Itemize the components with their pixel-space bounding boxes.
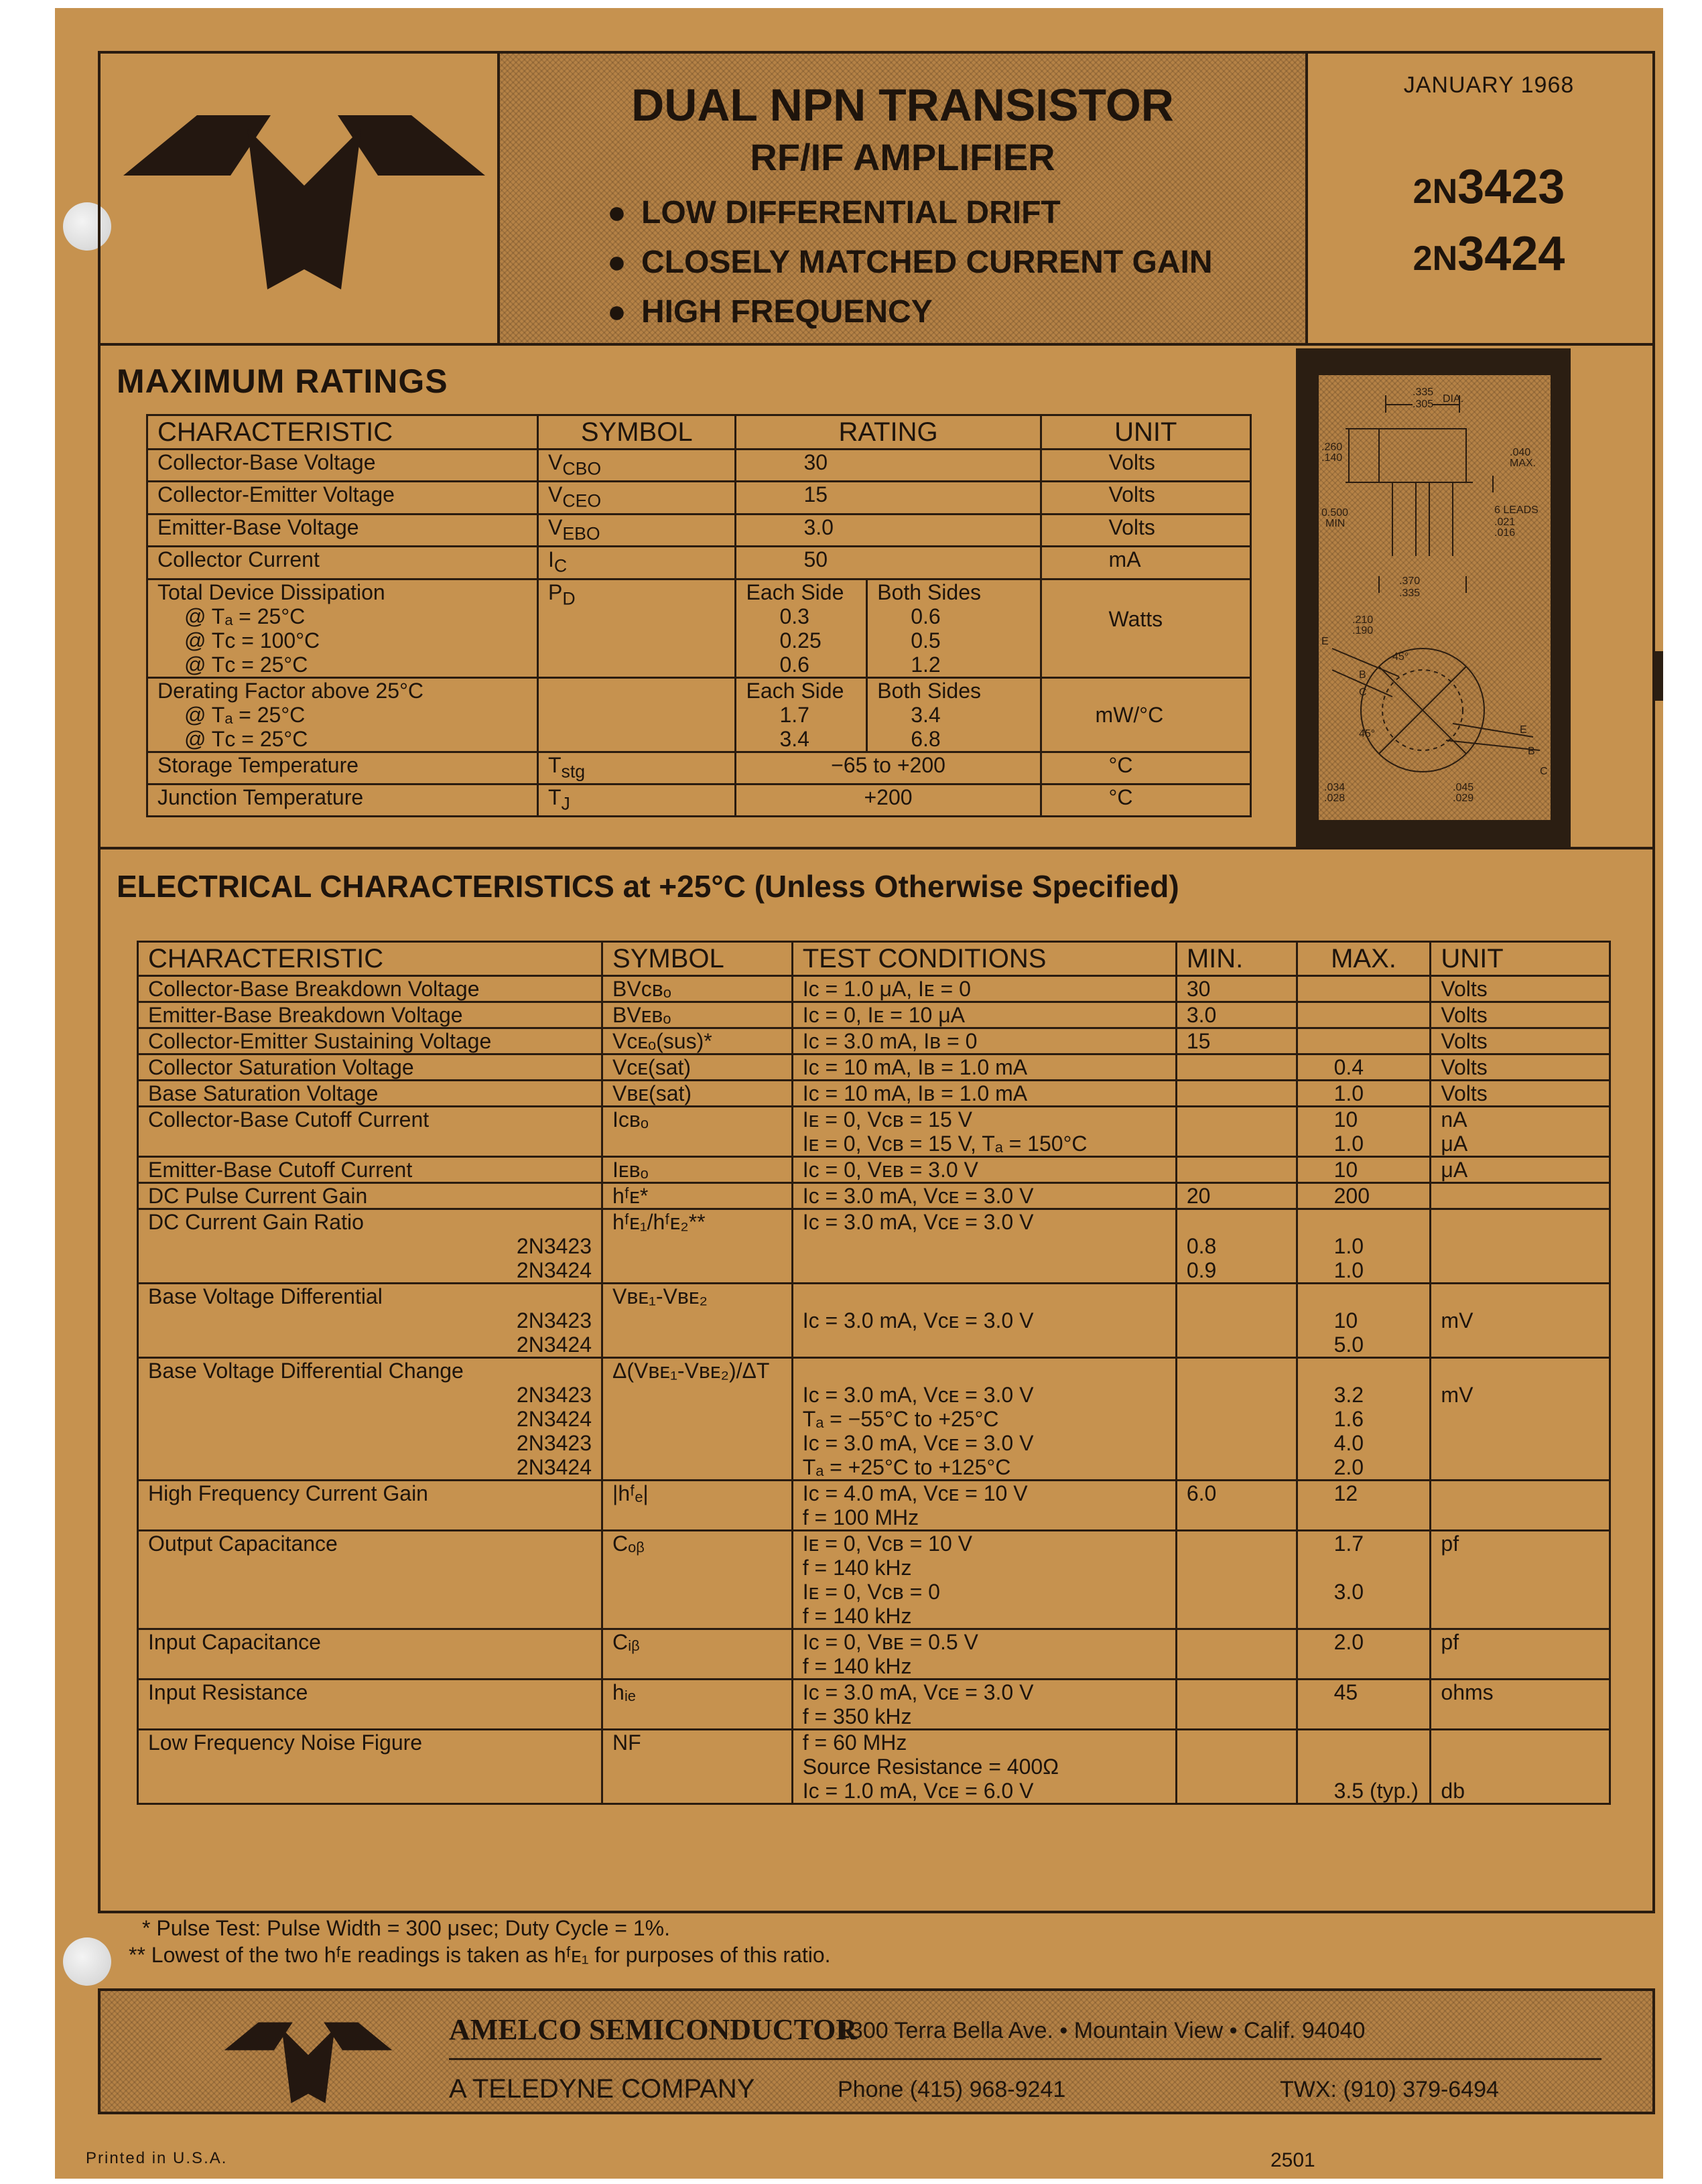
table-row	[138, 1209, 1610, 1284]
footer-panel	[98, 1988, 1655, 2114]
pin-label: B	[1359, 669, 1366, 681]
cell-line: Iᴄ = 10 mA, Iʙ = 1.0 mA	[802, 1081, 1028, 1105]
table-row	[138, 1680, 1610, 1730]
pin-label: E	[1520, 724, 1527, 736]
cell-line	[803, 1333, 1166, 1357]
cell-line	[1441, 1431, 1599, 1455]
cell-line: f = 140 kHz	[802, 1556, 912, 1580]
part-number: 2N3423	[1413, 160, 1565, 214]
phone: Phone (415) 968-9241	[838, 2077, 1066, 2102]
cell-line: 3.0	[1186, 1003, 1217, 1027]
divider	[98, 343, 1655, 346]
cell-line	[1307, 1730, 1421, 1755]
dim-label: .034	[1324, 782, 1346, 793]
symbol: hᶠᴇ*	[612, 1184, 649, 1208]
cell-line: Iᴄ = 3.0 mA, Vᴄᴇ = 3.0 V	[802, 1383, 1034, 1407]
symbol: BVᴄʙₒ	[612, 977, 671, 1001]
teledyne-logo-icon	[221, 2018, 395, 2108]
cell-line: Iᴄ = 3.0 mA, Vᴄᴇ = 3.0 V	[802, 1184, 1034, 1208]
cell-line	[803, 1359, 1166, 1383]
table-row: Storage Temperature $T_{stg}$ −65 to +200 °C	[147, 752, 1251, 784]
table-row	[138, 1107, 1610, 1157]
cell-line	[1187, 1779, 1287, 1803]
cell-line	[1441, 1755, 1599, 1779]
cell-line	[148, 1604, 592, 1628]
cell-line	[1441, 1234, 1599, 1258]
cell-line: Collector Saturation Voltage	[148, 1055, 414, 1079]
table-row	[138, 976, 1610, 1002]
dim-label: 0.500	[1321, 507, 1349, 519]
cell-line: f = 60 MHz	[802, 1730, 907, 1755]
cell-line: db	[1441, 1779, 1465, 1803]
cell-line: 0.4	[1333, 1055, 1364, 1079]
dim-label: DIA.	[1443, 393, 1464, 405]
dim-label: .335	[1413, 387, 1434, 398]
cell-line: 200	[1333, 1184, 1370, 1208]
cell-line	[1441, 1359, 1599, 1383]
cell-line: Iᴇ = 0, Vᴄʙ = 0	[802, 1580, 940, 1604]
cell-line: Volts	[1441, 1029, 1488, 1053]
cell-line	[1441, 1481, 1599, 1505]
feature-item: ● CLOSELY MATCHED CURRENT GAIN	[607, 244, 1213, 281]
cell-line	[1187, 1630, 1287, 1654]
cell-line: Volts	[1441, 1003, 1488, 1027]
cell-line: Base Voltage Differential Change	[148, 1359, 464, 1383]
cell-line: mV	[1441, 1383, 1474, 1407]
cell-line	[1307, 1556, 1421, 1580]
cell-line: 15	[1186, 1029, 1211, 1053]
cell-line: 2N3424	[516, 1258, 592, 1282]
dim-label: 6 LEADS	[1494, 504, 1539, 516]
cell-line: 0.8	[1186, 1234, 1217, 1258]
cell-line	[1307, 1003, 1421, 1027]
cell-line	[148, 1580, 592, 1604]
cell-line: Collector-Base Cutoff Current	[148, 1107, 430, 1132]
cell-line: 1.0	[1333, 1234, 1364, 1258]
dim-label: .016	[1494, 527, 1516, 539]
dim-label: .260	[1321, 441, 1343, 453]
printed-note: Printed in U.S.A.	[86, 2149, 228, 2167]
cell-line: 3.2	[1333, 1383, 1364, 1407]
table-row: Junction Temperature $T_J$ +200 °C	[147, 784, 1251, 816]
table-row: Collector-Base Voltage $V_{CBO}$ 30 Volts	[147, 450, 1251, 482]
cell-line: nA	[1441, 1107, 1467, 1132]
cell-line: 2N3423	[516, 1383, 592, 1407]
cell-line	[1187, 1284, 1287, 1308]
company-address: 1300 Terra Bella Ave. • Mountain View • Calif. 94040	[838, 2018, 1366, 2043]
cell-line: Iᴄ = 1.0 μA, Iᴇ = 0	[802, 977, 971, 1001]
cell-line	[1441, 1730, 1599, 1755]
cell-line	[1441, 1210, 1599, 1234]
symbol: hᶠᴇ₁/hᶠᴇ₂**	[612, 1210, 706, 1234]
cell-line	[1307, 1604, 1421, 1628]
cell-line: ohms	[1441, 1680, 1494, 1704]
form-code: 2501	[1270, 2149, 1315, 2171]
cell-line: High Frequency Current Gain	[148, 1481, 428, 1505]
pin-label: E	[1321, 636, 1329, 647]
cell-line: Emitter-Base Breakdown Voltage	[148, 1003, 463, 1027]
cell-line: Iᴇ = 0, Vᴄʙ = 15 V, Tₐ = 150°C	[802, 1132, 1088, 1156]
table-row: Collector Current $I_C$ 50 mA	[147, 547, 1251, 579]
symbol: Vʙᴇ(sat)	[612, 1081, 692, 1105]
table-row: Collector-Emitter Voltage $V_{CEO}$ 15 Volts	[147, 482, 1251, 514]
cell-line	[1187, 1359, 1287, 1383]
cell-line	[148, 1132, 592, 1156]
cell-line: DC Pulse Current Gain	[148, 1184, 368, 1208]
cell-line	[1187, 1730, 1287, 1755]
cell-line: 4.0	[1333, 1431, 1364, 1455]
cell-line: 2.0	[1333, 1455, 1364, 1479]
datasheet-page	[55, 8, 1663, 2179]
dim-label: 45°	[1392, 651, 1409, 663]
cell-line	[1187, 1107, 1287, 1132]
column-header: CHARACTERISTIC	[138, 942, 602, 976]
cell-line	[1187, 1604, 1287, 1628]
table-header-row	[138, 942, 1610, 976]
dim-label: .045	[1453, 782, 1474, 793]
table-row	[138, 1028, 1610, 1054]
issue-date: JANUARY 1968	[1403, 72, 1575, 98]
cell-line: Volts	[1441, 1081, 1488, 1105]
cell-line: Volts	[1441, 1055, 1488, 1079]
table-row	[138, 1531, 1610, 1629]
table-row: Derating Factor above 25°C @ Tₐ = 25°C @ Tᴄ = 25°C Each Side 1.7 3.4 Both Sides 3.4 6.8 mW/°C	[147, 677, 1251, 752]
dim-label: .140	[1321, 452, 1343, 464]
cell-line: mV	[1441, 1308, 1474, 1333]
cell-line: Iᴄ = 3.0 mA, Vᴄᴇ = 3.0 V	[802, 1680, 1034, 1704]
column-header: MIN.	[1176, 942, 1297, 976]
cell-line	[1187, 1531, 1287, 1556]
cell-line	[148, 1556, 592, 1580]
cell-line: Iᴄ = 3.0 mA, Iʙ = 0	[802, 1029, 978, 1053]
cell-line: Collector-Base Breakdown Voltage	[148, 977, 480, 1001]
cell-line	[1187, 1158, 1287, 1182]
cell-line	[1307, 1210, 1421, 1234]
column-header: SYMBOL	[537, 415, 736, 450]
cell-line	[148, 1654, 592, 1678]
cell-line: Emitter-Base Cutoff Current	[148, 1158, 413, 1182]
cell-line	[1441, 1654, 1599, 1678]
cell-line	[1307, 1654, 1421, 1678]
table-row: Emitter-Base Voltage $V_{EBO}$ 3.0 Volts	[147, 514, 1251, 546]
cell-line: Iᴇ = 0, Vᴄʙ = 10 V	[802, 1531, 972, 1556]
product-subtitle: RF/IF AMPLIFIER	[750, 136, 1055, 178]
cell-line	[1441, 1704, 1599, 1728]
cell-line	[1307, 1704, 1421, 1728]
cell-line: 12	[1333, 1481, 1358, 1505]
cell-line: Output Capacitance	[148, 1531, 338, 1556]
table-row	[138, 1002, 1610, 1028]
table-row	[138, 1183, 1610, 1209]
cell-line	[1187, 1081, 1287, 1105]
cell-line: 2N3423	[516, 1234, 592, 1258]
cell-line: Iᴄ = 4.0 mA, Vᴄᴇ = 10 V	[802, 1481, 1028, 1505]
cell-line	[1187, 1755, 1287, 1779]
cell-line: 3.5 (typ.)	[1333, 1779, 1419, 1803]
cell-line: Iᴄ = 0, Iᴇ = 10 μA	[802, 1003, 965, 1027]
cell-line	[1441, 1604, 1599, 1628]
cell-line: 2N3424	[516, 1333, 592, 1357]
pin-label: B	[1528, 746, 1535, 757]
cell-line	[1187, 1654, 1287, 1678]
cell-line	[1441, 1258, 1599, 1282]
dim-label: .335	[1399, 588, 1421, 599]
cell-line: 10	[1333, 1158, 1358, 1182]
cell-line: f = 140 kHz	[802, 1604, 912, 1628]
cell-line	[1441, 1556, 1599, 1580]
column-header: SYMBOL	[602, 942, 793, 976]
cell-line	[1187, 1407, 1287, 1431]
package-outline-panel	[1296, 348, 1571, 847]
cell-line	[1307, 1029, 1421, 1053]
cell-line	[1187, 1383, 1287, 1407]
cell-line: Base Saturation Voltage	[148, 1081, 379, 1105]
divider	[98, 847, 1655, 849]
table-row	[138, 1358, 1610, 1481]
cell-line: 20	[1186, 1184, 1211, 1208]
cell-line: 6.0	[1186, 1481, 1217, 1505]
footnote: ** Lowest of the two hᶠᴇ readings is taken as hᶠᴇ₁ for purposes of this ratio.	[129, 1943, 831, 1967]
cell-line: Iᴄ = 3.0 mA, Vᴄᴇ = 3.0 V	[802, 1210, 1034, 1234]
twx: TWX: (910) 379-6494	[1280, 2077, 1499, 2102]
cell-line: 3.0	[1333, 1580, 1364, 1604]
punch-hole-bottom	[63, 1937, 111, 1986]
symbol: Cᵢᵦ	[612, 1630, 640, 1654]
cell-line: Iᴄ = 0, Vᴇʙ = 3.0 V	[802, 1158, 978, 1182]
cell-line: 2N3423	[516, 1308, 592, 1333]
column-header: UNIT	[1431, 942, 1610, 976]
dim-label: MAX.	[1510, 458, 1536, 469]
symbol: Iᴇʙₒ	[612, 1158, 649, 1182]
cell-line: 0.9	[1186, 1258, 1217, 1282]
cell-line: Tₐ = +25°C to +125°C	[802, 1455, 1011, 1479]
dim-label: .210	[1352, 614, 1374, 626]
cell-line: Source Resistance = 400Ω	[802, 1755, 1059, 1779]
symbol: Vᴄᴇₒ(sus)*	[612, 1029, 712, 1053]
table-row: Total Device Dissipation @ Tₐ = 25°C @ Tᴄ = 100°C @ Tᴄ = 25°C $P_D$ Each Side 0.3 0.25 0.6 Both Sides 0.6 0.5 1.2 Watts	[147, 579, 1251, 677]
symbol: NF	[612, 1730, 641, 1755]
cell-line: 45	[1333, 1680, 1358, 1704]
cell-line	[1187, 1505, 1287, 1529]
package-drawing	[1319, 375, 1551, 820]
cell-line: 2N3424	[516, 1455, 592, 1479]
feature-item: ● HIGH FREQUENCY	[607, 293, 933, 330]
cell-line: 30	[1186, 977, 1211, 1001]
cell-line	[1441, 1333, 1599, 1357]
table-row	[138, 1481, 1610, 1531]
product-title: DUAL NPN TRANSISTOR	[631, 80, 1174, 131]
cell-line	[1307, 977, 1421, 1001]
cell-line	[1187, 1308, 1287, 1333]
electrical-table	[137, 941, 1611, 1805]
cell-line: Tₐ = −55°C to +25°C	[802, 1407, 999, 1431]
table-row	[138, 1054, 1610, 1081]
cell-line: Iᴄ = 1.0 mA, Vᴄᴇ = 6.0 V	[802, 1779, 1034, 1803]
cell-line	[1187, 1132, 1287, 1156]
cell-line	[1187, 1580, 1287, 1604]
cell-line: f = 350 kHz	[802, 1704, 912, 1728]
symbol: Δ(Vʙᴇ₁-Vʙᴇ₂)/ΔT	[612, 1359, 770, 1383]
cell-line	[1187, 1431, 1287, 1455]
cell-line	[148, 1505, 592, 1529]
cell-line: 10	[1333, 1308, 1358, 1333]
cell-line	[1441, 1284, 1599, 1308]
cell-line: 2N3424	[516, 1407, 592, 1431]
column-header: UNIT	[1041, 415, 1250, 450]
cell-line: Collector-Emitter Sustaining Voltage	[148, 1029, 492, 1053]
feature-item: ● LOW DIFFERENTIAL DRIFT	[607, 194, 1061, 231]
cell-line	[1187, 1210, 1287, 1234]
table-row	[138, 1629, 1610, 1680]
cell-line: 5.0	[1333, 1333, 1364, 1357]
symbol: Vᴄᴇ(sat)	[612, 1055, 692, 1079]
table-row	[138, 1730, 1610, 1804]
cell-line	[1441, 1455, 1599, 1479]
cell-line: μA	[1441, 1158, 1468, 1182]
table-header-row	[147, 415, 1251, 450]
cell-line: Low Frequency Noise Figure	[148, 1730, 423, 1755]
table-row	[138, 1157, 1610, 1183]
column-header: TEST CONDITIONS	[792, 942, 1176, 976]
cell-line: pf	[1441, 1630, 1459, 1654]
dim-label: .040	[1510, 447, 1531, 458]
cell-line: Input Capacitance	[148, 1630, 321, 1654]
cell-line	[803, 1284, 1166, 1308]
cell-line: f = 140 kHz	[802, 1654, 912, 1678]
dim-label: .021	[1494, 517, 1516, 528]
edge-tab	[1655, 651, 1663, 701]
cell-line: Iᴄ = 3.0 mA, Vᴄᴇ = 3.0 V	[802, 1308, 1034, 1333]
cell-line	[1307, 1284, 1421, 1308]
column-header: MAX.	[1297, 942, 1431, 976]
cell-line	[1441, 1184, 1599, 1208]
cell-line	[1307, 1359, 1421, 1383]
dim-label: .028	[1324, 793, 1346, 804]
dim-label: .305	[1413, 399, 1434, 410]
table-row	[138, 1081, 1610, 1107]
footnote: * Pulse Test: Pulse Width = 300 μsec; Duty Cycle = 1%.	[142, 1916, 670, 1940]
dim-label: .029	[1453, 793, 1474, 804]
cell-line: 10	[1333, 1107, 1358, 1132]
cell-line: μA	[1441, 1132, 1468, 1156]
dim-label: 45°	[1359, 728, 1376, 740]
cell-line	[1441, 1505, 1599, 1529]
table-row	[138, 1284, 1610, 1358]
dim-label: .190	[1352, 625, 1374, 636]
cell-line: Base Voltage Differential	[148, 1284, 383, 1308]
cell-line: Iᴄ = 0, Vʙᴇ = 0.5 V	[802, 1630, 978, 1654]
symbol: BVᴇʙₒ	[612, 1003, 671, 1027]
cell-line	[1187, 1556, 1287, 1580]
cell-line: Iᴇ = 0, Vᴄʙ = 15 V	[802, 1107, 972, 1132]
symbol: Iᴄʙₒ	[612, 1107, 649, 1132]
teledyne-logo-icon	[117, 109, 492, 296]
cell-line	[1307, 1755, 1421, 1779]
parent-company: A TELEDYNE COMPANY	[449, 2074, 755, 2104]
cell-line	[148, 1779, 592, 1803]
cell-line: 2.0	[1333, 1630, 1364, 1654]
cell-line	[1187, 1055, 1287, 1079]
cell-line	[1441, 1580, 1599, 1604]
elec-heading: ELECTRICAL CHARACTERISTICS at +25°C (Unless Otherwise Specified)	[117, 869, 1179, 904]
cell-line: 1.0	[1333, 1132, 1364, 1156]
cell-line	[1187, 1333, 1287, 1357]
part-number: 2N3424	[1413, 227, 1565, 281]
cell-line	[1441, 1407, 1599, 1431]
cell-line	[803, 1234, 1166, 1258]
company-name: AMELCO SEMICONDUCTOR	[449, 2013, 858, 2046]
cell-line: 1.7	[1333, 1531, 1364, 1556]
cell-line	[1187, 1455, 1287, 1479]
cell-line: 1.0	[1333, 1081, 1364, 1105]
cell-line: pf	[1441, 1531, 1459, 1556]
pin-label: C	[1359, 687, 1367, 698]
dim-label: .370	[1399, 575, 1421, 587]
cell-line	[1307, 1505, 1421, 1529]
cell-line: Input Resistance	[148, 1680, 308, 1704]
symbol: |hᶠₑ|	[612, 1481, 649, 1505]
symbol: Vʙᴇ₁-Vʙᴇ₂	[612, 1284, 708, 1308]
cell-line	[148, 1755, 592, 1779]
cell-line	[1187, 1680, 1287, 1704]
cell-line: 1.6	[1333, 1407, 1364, 1431]
cell-line: 2N3423	[516, 1431, 592, 1455]
cell-line: Volts	[1441, 977, 1488, 1001]
cell-line: 1.0	[1333, 1258, 1364, 1282]
cell-line: f = 100 MHz	[802, 1505, 919, 1529]
cell-line: Iᴄ = 10 mA, Iʙ = 1.0 mA	[802, 1055, 1028, 1079]
column-header: CHARACTERISTIC	[147, 415, 538, 450]
title-panel	[497, 54, 1308, 343]
cell-line	[803, 1258, 1166, 1282]
symbol: hᵢₑ	[612, 1680, 636, 1704]
symbol: Cₒᵦ	[612, 1531, 645, 1556]
pin-label: C	[1540, 766, 1548, 777]
cell-line	[1187, 1704, 1287, 1728]
column-header: RATING	[736, 415, 1041, 450]
dim-label: MIN	[1325, 518, 1346, 529]
max-ratings-table	[146, 414, 1252, 817]
cell-line: Iᴄ = 3.0 mA, Vᴄᴇ = 3.0 V	[802, 1431, 1034, 1455]
cell-line: DC Current Gain Ratio	[148, 1210, 364, 1234]
max-ratings-heading: MAXIMUM RATINGS	[117, 362, 448, 400]
cell-line	[148, 1704, 592, 1728]
